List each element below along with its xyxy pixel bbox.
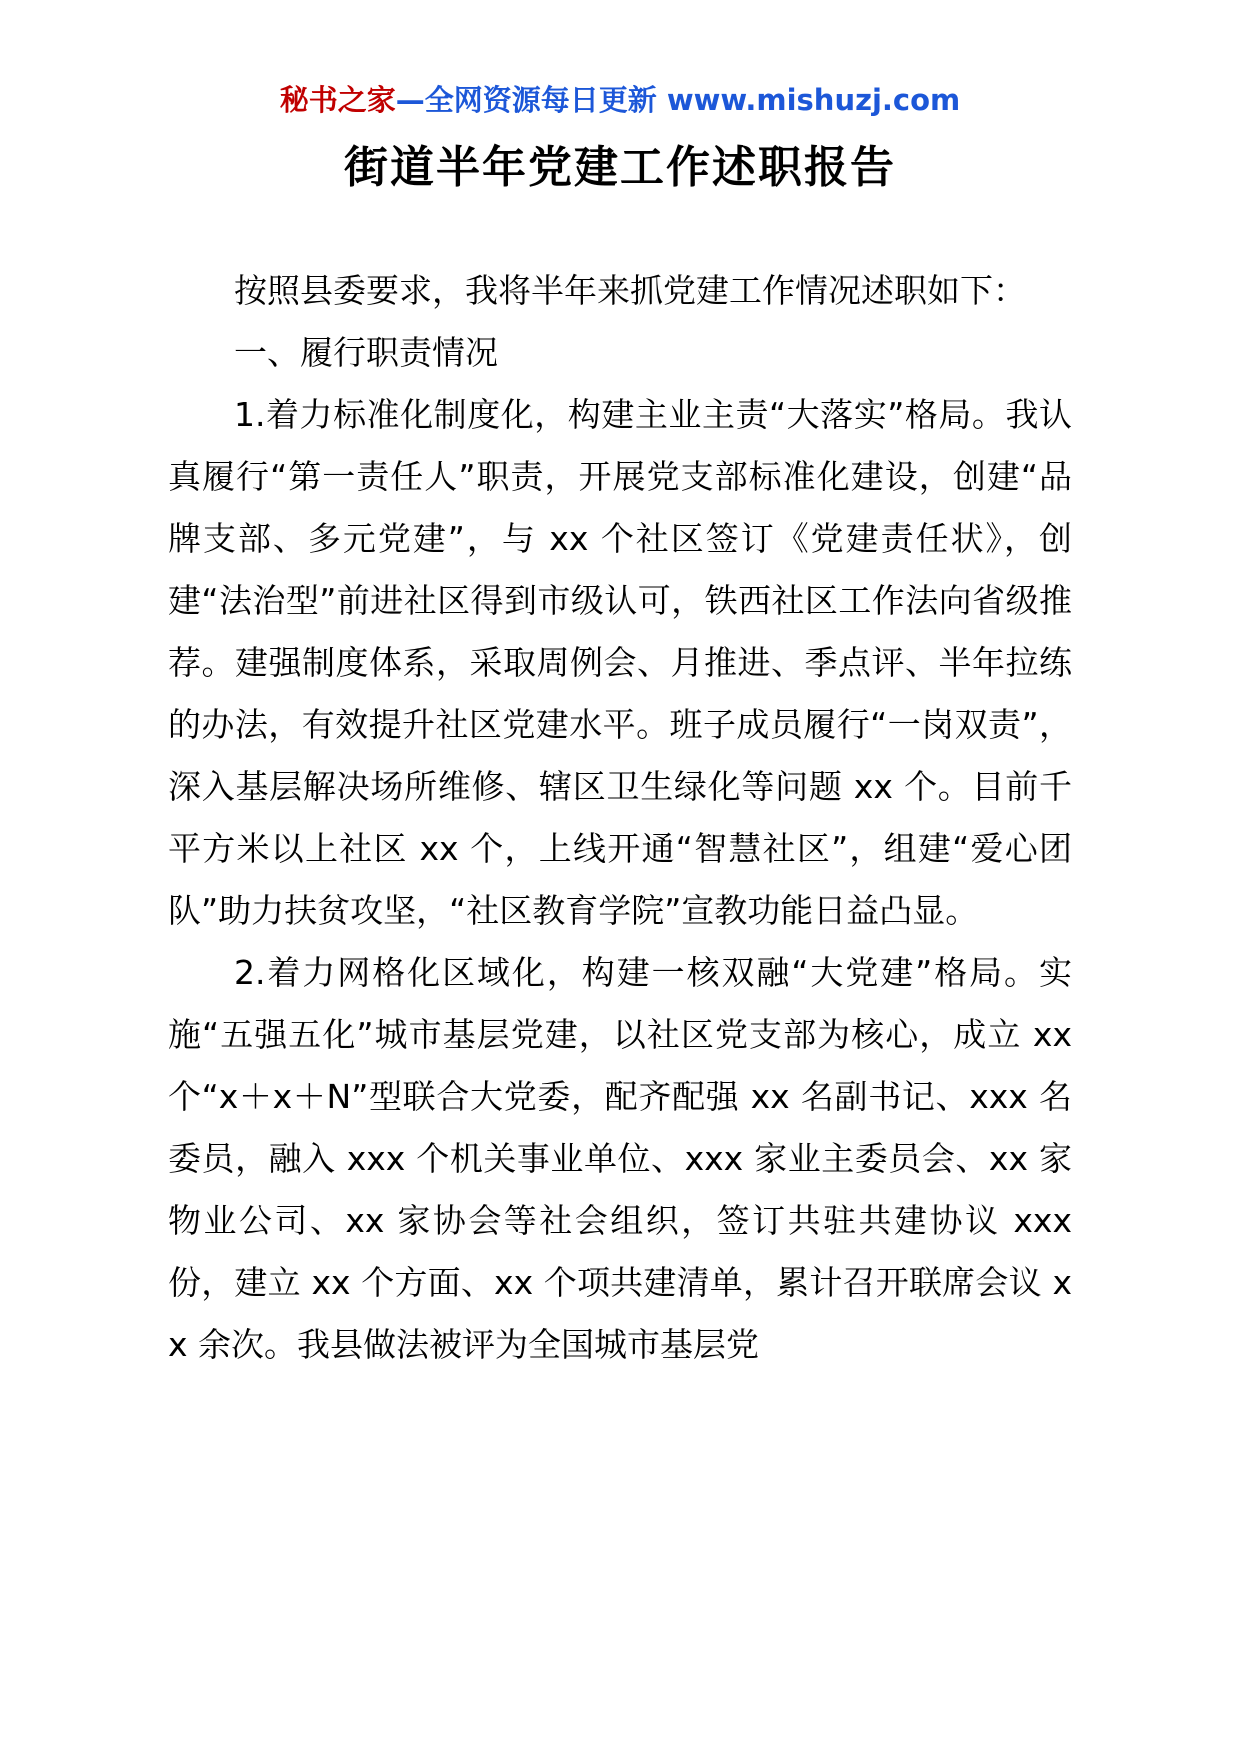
site-brand: 秘书之家 bbox=[279, 83, 396, 117]
paragraph-point-2: 2.着力网格化区域化，构建一核双融“大党建”格局。实施“五强五化”城市基层党建，以社区党支部为核心，成立 xx 个“x＋x＋N”型联合大党委，配齐配强 xx 名副书记、xxx 名委员，融入 xxx 个机关事业单位、xxx 家业主委员会、xx 家物业公司、xx 家协会等社会组织，签订共驻共建协议 xxx 份，建立 xx 个方面、xx 个项共建清单，累计召开联席会议 xx 余次。我县做法被评为全国城市基层党 bbox=[168, 953, 1072, 1365]
site-url-link[interactable]: www.mishuzj.com bbox=[666, 83, 961, 117]
site-header bbox=[168, 82, 1072, 120]
section-heading-duties: 一、履行职责情况 bbox=[234, 333, 498, 373]
paragraph-point-1: 1.着力标准化制度化，构建主业主责“大落实”格局。我认真履行“第一责任人”职责，开展党支部标准化建设，创建“品牌支部、多元党建”，与 xx 个社区签订《党建责任状》，创建“法治型”前进社区得到市级认可，铁西社区工作法向省级推荐。建强制度体系，采取周例会、月推进、季点评、半年拉练的办法，有效提升社区党建水平。班子成员履行“一岗双责”，深入基层解决场所维修、辖区卫生绿化等问题 xx 个。目前千平方米以上社区 xx 个，上线开通“智慧社区”，组建“爱心团队”助力扶贫攻坚，“社区教育学院”宣教功能日益凸显。 bbox=[168, 395, 1072, 931]
site-tagline: —全网资源每日更新 bbox=[395, 83, 667, 117]
document-title: 街道半年党建工作述职报告 bbox=[344, 141, 896, 193]
paragraph-intro: 按照县委要求，我将半年来抓党建工作情况述职如下： bbox=[234, 271, 1026, 311]
